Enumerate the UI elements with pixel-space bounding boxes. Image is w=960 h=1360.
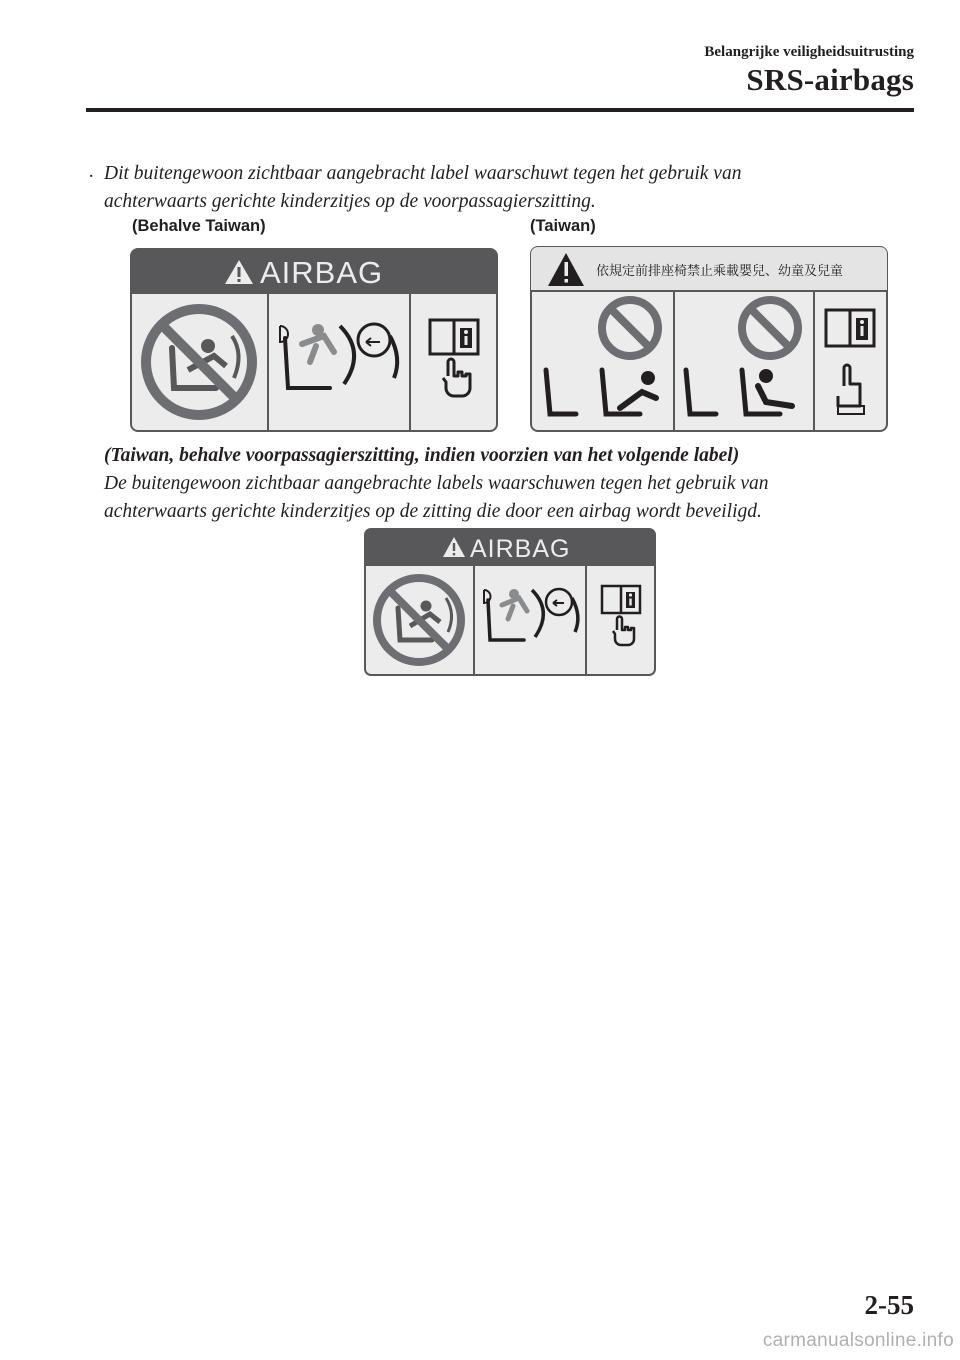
taiwan-label-graphic [530, 246, 888, 432]
watermark: carmanualsonline.info [762, 1330, 954, 1351]
paragraph-line: De buitengewoon zichtbaar aangebrachte labels waarschuwen tegen het gebruik van [104, 473, 769, 494]
paragraph-line: achterwaarts gerichte kinderzitjes op de zitting die door een airbag wordt beveiligd. [104, 501, 762, 522]
paragraph-line: achterwaarts gerichte kinderzitjes op de voorpassagierszitting. [104, 191, 596, 212]
section-title: Belangrijke veiligheidsuitrusting [704, 44, 914, 60]
caption-taiwan: (Taiwan) [530, 217, 596, 235]
paragraph-line: Dit buitengewoon zichtbaar aangebracht label waarschuwt tegen het gebruik van [104, 163, 742, 184]
bullet-marker: · [88, 166, 95, 187]
header-divider [86, 108, 914, 112]
paragraph-front-seat-warning [104, 160, 894, 216]
taiwan-warning-label [530, 246, 888, 432]
taiwan-warning-text: 依規定前排座椅禁止乘載嬰兒、幼童及兒童 [596, 264, 844, 279]
page-title: SRS-airbags [746, 62, 914, 97]
airbag-label-text: AIRBAG [260, 255, 384, 290]
airbag-label-text: AIRBAG [470, 535, 571, 563]
paragraph-heading: (Taiwan, behalve voorpassagierszitting, indien voorzien van het volgende label) [104, 445, 740, 466]
airbag-warning-label [130, 248, 498, 432]
page-number: 2-55 [864, 1290, 914, 1320]
paragraph-taiwan-other-seats [104, 442, 894, 526]
airbag-label-graphic [130, 248, 498, 432]
caption-except-taiwan: (Behalve Taiwan) [132, 217, 266, 235]
airbag-label-small-graphic [364, 528, 656, 676]
airbag-warning-label-small [364, 528, 656, 676]
